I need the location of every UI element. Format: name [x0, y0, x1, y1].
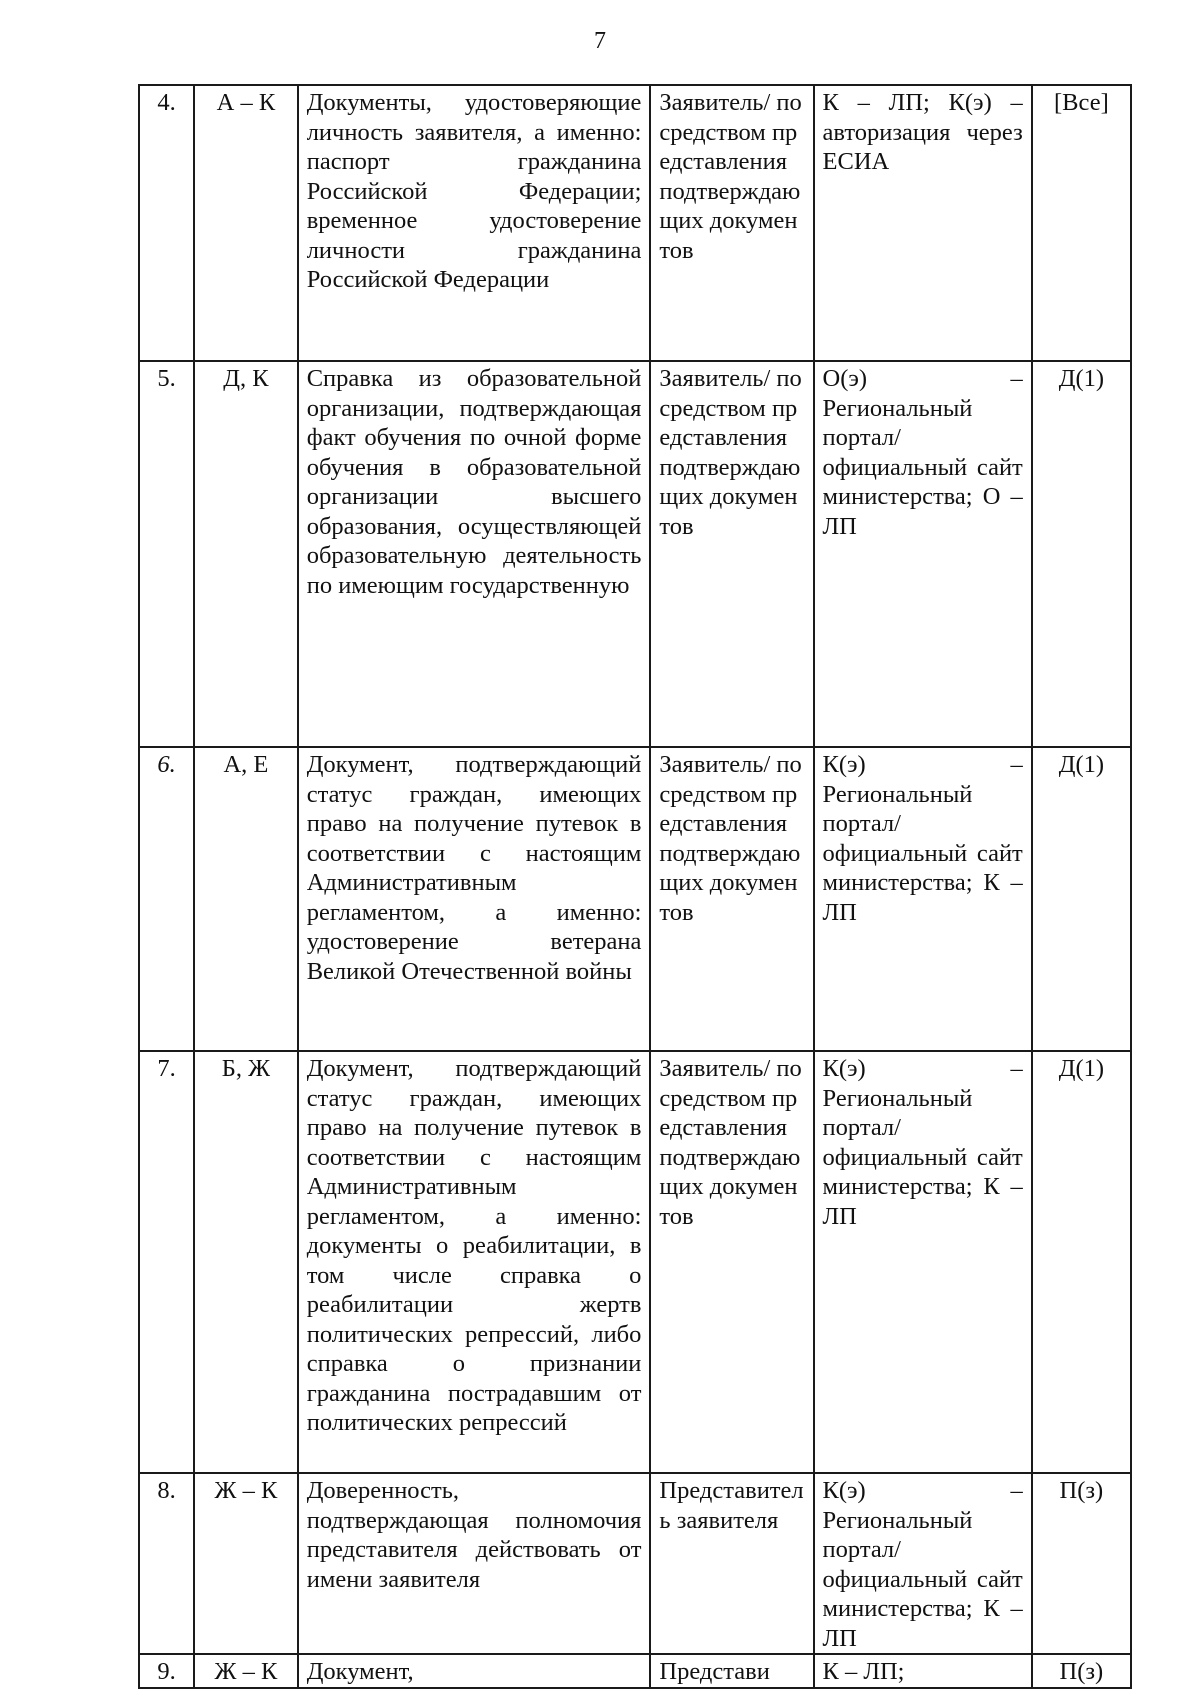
- row-document: Справка из образовательной организации, подтверждающая факт обучения по очной форме обучения в образовательной организации высшего образования, осуществляющей образовательную деятельность по имеющим государственную: [298, 361, 651, 747]
- row-submitter: Заявитель/ посредством представления подтверждающих документов: [650, 361, 813, 747]
- row-submitter: Представи: [650, 1654, 813, 1688]
- row-method: К – ЛП;: [814, 1654, 1032, 1688]
- row-submitter: Представитель заявителя: [650, 1473, 813, 1654]
- table-row: [139, 1473, 1131, 1654]
- row-number: 4.: [139, 85, 194, 361]
- row-number: 8.: [139, 1473, 194, 1654]
- documents-table: [138, 84, 1132, 1689]
- row-number: 6.: [139, 747, 194, 1051]
- row-note: Д(1): [1032, 747, 1131, 1051]
- row-category: Ж – К: [194, 1654, 298, 1688]
- row-method: К(э) – Региональный портал/официальный сайт министерства; К – ЛП: [814, 1051, 1032, 1473]
- row-note: [Все]: [1032, 85, 1131, 361]
- page-number: 7: [594, 28, 606, 54]
- row-note: П(з): [1032, 1473, 1131, 1654]
- row-method: К(э) – Региональный портал/официальный сайт министерства; К – ЛП: [814, 1473, 1032, 1654]
- row-number: 5.: [139, 361, 194, 747]
- row-document: Доверенность, подтверждающая полномочия представителя действовать от имени заявителя: [298, 1473, 651, 1654]
- row-document: Документ, подтверждающий статус граждан, имеющих право на получение путевок в соответствии с настоящим Административным регламентом, а именно: документы о реабилитации, в том числе справка о реабилитации жертв политических репрессий, либо справка о признании гражданина пострадавшим от политических репрессий: [298, 1051, 651, 1473]
- table-row: [139, 1051, 1131, 1473]
- row-method: К – ЛП; К(э) – авторизация через ЕСИА: [814, 85, 1032, 361]
- row-category: Ж – К: [194, 1473, 298, 1654]
- row-document: Документы, удостоверяющие личность заявителя, а именно: паспорт гражданина Российской Федерации; временное удостоверение личности гражданина Российской Федерации: [298, 85, 651, 361]
- row-category: Б, Ж: [194, 1051, 298, 1473]
- row-method: К(э) – Региональный портал/официальный сайт министерства; К – ЛП: [814, 747, 1032, 1051]
- row-note: П(з): [1032, 1654, 1131, 1688]
- table-row: [139, 747, 1131, 1051]
- row-category: Д, К: [194, 361, 298, 747]
- table-row: [139, 361, 1131, 747]
- row-method: О(э) – Региональный портал/официальный сайт министерства; О – ЛП: [814, 361, 1032, 747]
- table-row: [139, 85, 1131, 361]
- table-row: [139, 1654, 1131, 1688]
- row-document: Документ,: [298, 1654, 651, 1688]
- row-category: А, Е: [194, 747, 298, 1051]
- row-submitter: Заявитель/ посредством представления подтверждающих документов: [650, 1051, 813, 1473]
- row-submitter: Заявитель/ посредством представления подтверждающих документов: [650, 85, 813, 361]
- row-submitter: Заявитель/ посредством представления подтверждающих документов: [650, 747, 813, 1051]
- row-document: Документ, подтверждающий статус граждан, имеющих право на получение путевок в соответствии с настоящим Административным регламентом, а именно: удостоверение ветерана Великой Отечественной войны: [298, 747, 651, 1051]
- row-number: 9.: [139, 1654, 194, 1688]
- row-category: А – К: [194, 85, 298, 361]
- row-number: 7.: [139, 1051, 194, 1473]
- row-note: Д(1): [1032, 1051, 1131, 1473]
- row-note: Д(1): [1032, 361, 1131, 747]
